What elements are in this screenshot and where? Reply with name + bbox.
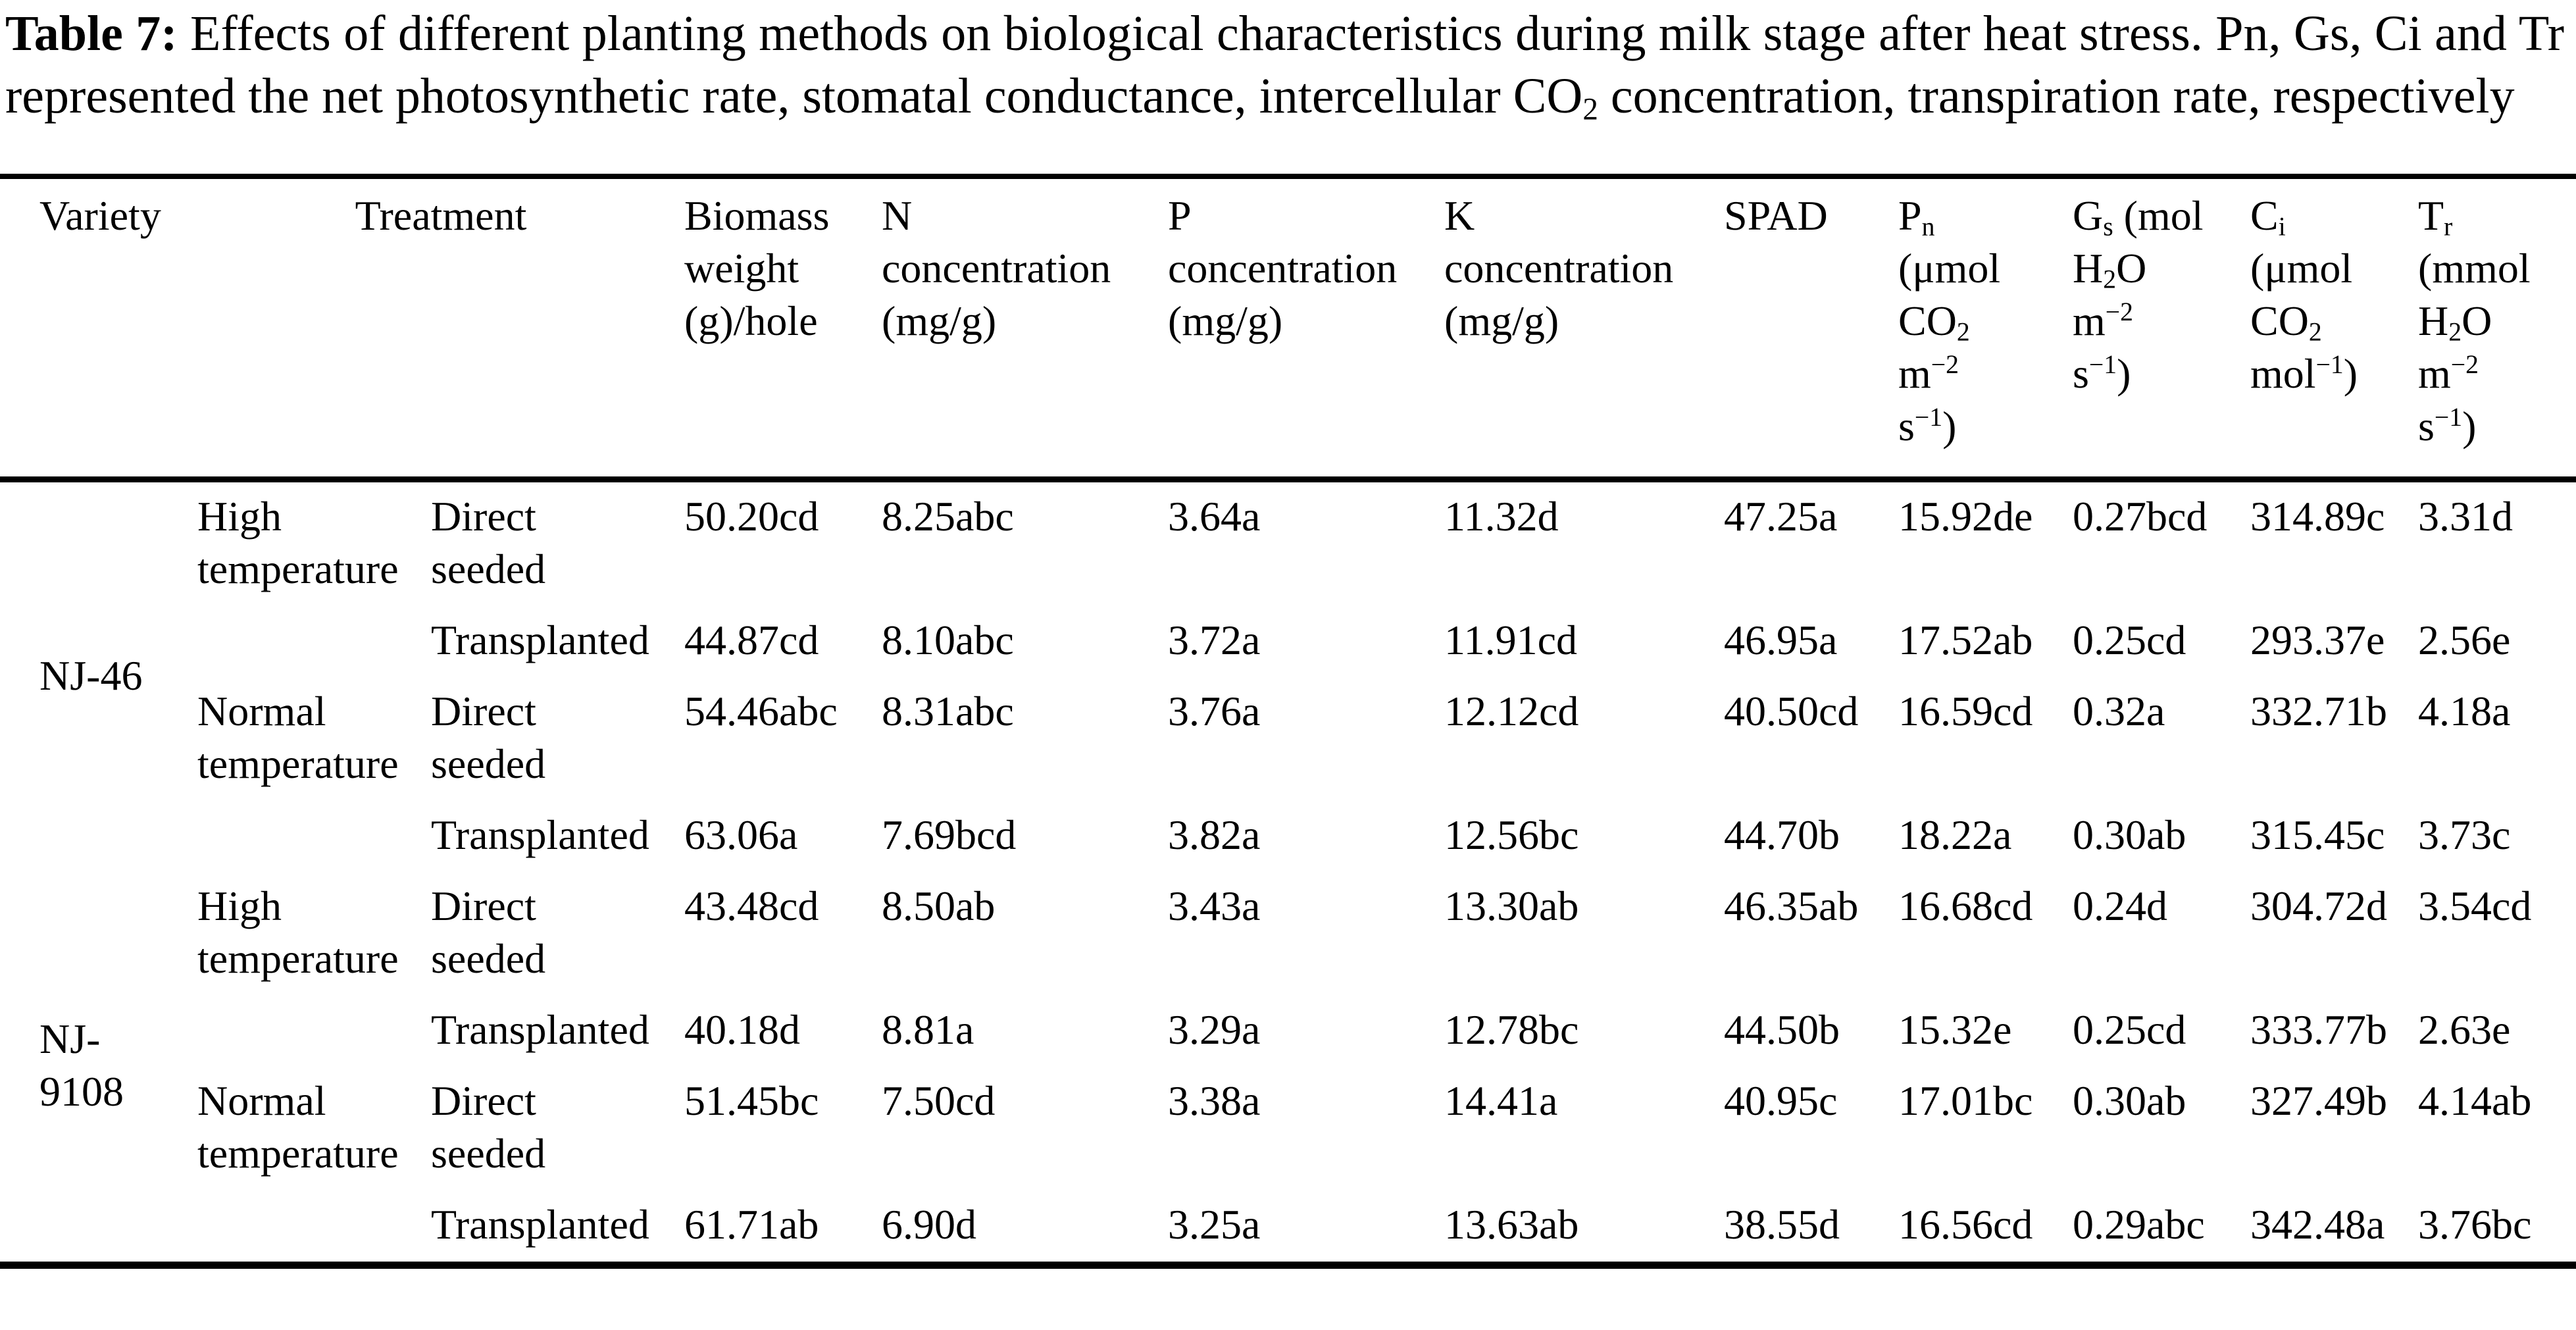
treatment-temp-cell: Normal temperature <box>197 688 399 787</box>
col-header-ci: $C_i$ (μmol $CO_2$ mol$^{-1}$) <box>2250 176 2418 480</box>
value-cell: 43.48cd <box>684 882 819 929</box>
table-row <box>0 1067 2576 1190</box>
value-cell: 61.71ab <box>684 1201 819 1248</box>
value-cell: 3.31d <box>2418 493 2513 540</box>
treatment-method-cell: Transplanted <box>431 1201 649 1248</box>
value-cell: 17.01bc <box>1898 1077 2033 1124</box>
value-cell: 63.06a <box>684 811 798 858</box>
col-header-n-concentration: N concentration (mg/g) <box>882 176 1168 480</box>
value-cell: 3.25a <box>1168 1201 1261 1248</box>
variety-cell-nj9108: NJ- 9108 <box>39 1015 124 1115</box>
value-cell: 13.63ab <box>1444 1201 1579 1248</box>
value-cell: 54.46abc <box>684 688 838 734</box>
value-cell: 293.37e <box>2250 617 2385 663</box>
value-cell: 50.20cd <box>684 493 819 540</box>
table-body <box>0 480 2576 1266</box>
value-cell: 8.25abc <box>882 493 1014 540</box>
value-cell: 315.45c <box>2250 811 2385 858</box>
value-cell: 0.25cd <box>2073 617 2186 663</box>
value-cell: 12.56bc <box>1444 811 1579 858</box>
treatment-method-cell: Transplanted <box>431 1006 649 1053</box>
value-cell: 3.54cd <box>2418 882 2532 929</box>
value-cell: 11.91cd <box>1444 617 1578 663</box>
value-cell: 51.45bc <box>684 1077 819 1124</box>
table-row <box>0 677 2576 801</box>
treatment-method-cell: Direct seeded <box>431 882 546 982</box>
table-header-row <box>0 176 2576 480</box>
col-header-tr: $T_r$ (mmol $H_2O$ $m^{-2}$ $s^{-1}$) <box>2418 176 2576 480</box>
value-cell: 16.68cd <box>1898 882 2033 929</box>
value-cell: 0.32a <box>2073 688 2165 734</box>
value-cell: 15.32e <box>1898 1006 2012 1053</box>
treatment-method-cell: Transplanted <box>431 617 649 663</box>
value-cell: 11.32d <box>1444 493 1559 540</box>
table-caption: Table 7: Effects of different planting methods on biological characteristics during milk stage after heat stress. Pn, Gs, Ci and Tr represented the net photosynthetic rate, stomatal conductance, intercellular $CO_2$ concentration, transpiration rate, respectively <box>5 6 2564 127</box>
value-cell: 12.78bc <box>1444 1006 1579 1053</box>
value-cell: 3.73c <box>2418 811 2511 858</box>
treatment-temp-cell: Normal temperature <box>197 1077 399 1177</box>
treatment-method-cell: Direct seeded <box>431 493 546 592</box>
treatment-temp-cell: High temperature <box>197 493 399 592</box>
value-cell: 314.89c <box>2250 493 2385 540</box>
treatment-method-cell: Direct seeded <box>431 1077 546 1177</box>
value-cell: 0.25cd <box>2073 1006 2186 1053</box>
col-header-spad: SPAD <box>1724 176 1898 480</box>
value-cell: 44.87cd <box>684 617 819 663</box>
value-cell: 342.48a <box>2250 1201 2385 1248</box>
value-cell: 16.59cd <box>1898 688 2033 734</box>
value-cell: 0.29abc <box>2073 1201 2205 1248</box>
value-cell: 2.63e <box>2418 1006 2511 1053</box>
value-cell: 8.50ab <box>882 882 996 929</box>
value-cell: 3.76bc <box>2418 1201 2532 1248</box>
value-cell: 3.64a <box>1168 493 1261 540</box>
value-cell: 16.56cd <box>1898 1201 2033 1248</box>
value-cell: 44.70b <box>1724 811 1840 858</box>
value-cell: 40.50cd <box>1724 688 1859 734</box>
value-cell: 0.30ab <box>2073 811 2186 858</box>
value-cell: 6.90d <box>882 1201 976 1248</box>
value-cell: 46.95a <box>1724 617 1838 663</box>
value-cell: 4.18a <box>2418 688 2511 734</box>
value-cell: 18.22a <box>1898 811 2012 858</box>
treatment-method-cell: Transplanted <box>431 811 649 858</box>
value-cell: 327.49b <box>2250 1077 2387 1124</box>
value-cell: 3.43a <box>1168 882 1261 929</box>
value-cell: 8.10abc <box>882 617 1014 663</box>
value-cell: 3.72a <box>1168 617 1261 663</box>
value-cell: 0.24d <box>2073 882 2167 929</box>
col-header-k-concentration: K concentration (mg/g) <box>1444 176 1724 480</box>
value-cell: 304.72d <box>2250 882 2387 929</box>
value-cell: 333.77b <box>2250 1006 2387 1053</box>
treatment-method-cell: Direct seeded <box>431 688 546 787</box>
value-cell: 40.18d <box>684 1006 800 1053</box>
value-cell: 4.14ab <box>2418 1077 2532 1124</box>
value-cell: 46.35ab <box>1724 882 1859 929</box>
value-cell: 47.25a <box>1724 493 1838 540</box>
value-cell: 40.95c <box>1724 1077 1838 1124</box>
table-row <box>0 872 2576 996</box>
value-cell: 2.56e <box>2418 617 2511 663</box>
col-header-treatment: Treatment <box>197 176 684 480</box>
value-cell: 13.30ab <box>1444 882 1579 929</box>
value-cell: 7.50cd <box>882 1077 996 1124</box>
value-cell: 0.27bcd <box>2073 493 2208 540</box>
value-cell: 0.30ab <box>2073 1077 2186 1124</box>
value-cell: 332.71b <box>2250 688 2387 734</box>
value-cell: 3.76a <box>1168 688 1261 734</box>
value-cell: 17.52ab <box>1898 617 2033 663</box>
data-table <box>0 174 2576 1269</box>
value-cell: 3.29a <box>1168 1006 1261 1053</box>
value-cell: 8.31abc <box>882 688 1014 734</box>
table-row <box>0 480 2576 607</box>
col-header-variety: Variety <box>0 176 197 480</box>
value-cell: 7.69bcd <box>882 811 1017 858</box>
value-cell: 12.12cd <box>1444 688 1579 734</box>
value-cell: 38.55d <box>1724 1201 1840 1248</box>
col-header-gs: $G_s$ (mol $H_2O$ $m^{-2}$ $s^{-1}$) <box>2073 176 2250 480</box>
value-cell: 44.50b <box>1724 1006 1840 1053</box>
treatment-temp-cell: High temperature <box>197 882 399 982</box>
col-header-biomass-weight: Biomass weight (g)/hole <box>684 176 882 480</box>
variety-cell-nj46: NJ-46 <box>39 652 143 699</box>
col-header-p-concentration: P concentration (mg/g) <box>1168 176 1444 480</box>
value-cell: 3.82a <box>1168 811 1261 858</box>
value-cell: 3.38a <box>1168 1077 1261 1124</box>
value-cell: 8.81a <box>882 1006 974 1053</box>
value-cell: 14.41a <box>1444 1077 1558 1124</box>
value-cell: 15.92de <box>1898 493 2033 540</box>
col-header-pn: $P_n$ (μmol $CO_2$ $m^{-2}$ $s^{-1}$) <box>1898 176 2073 480</box>
